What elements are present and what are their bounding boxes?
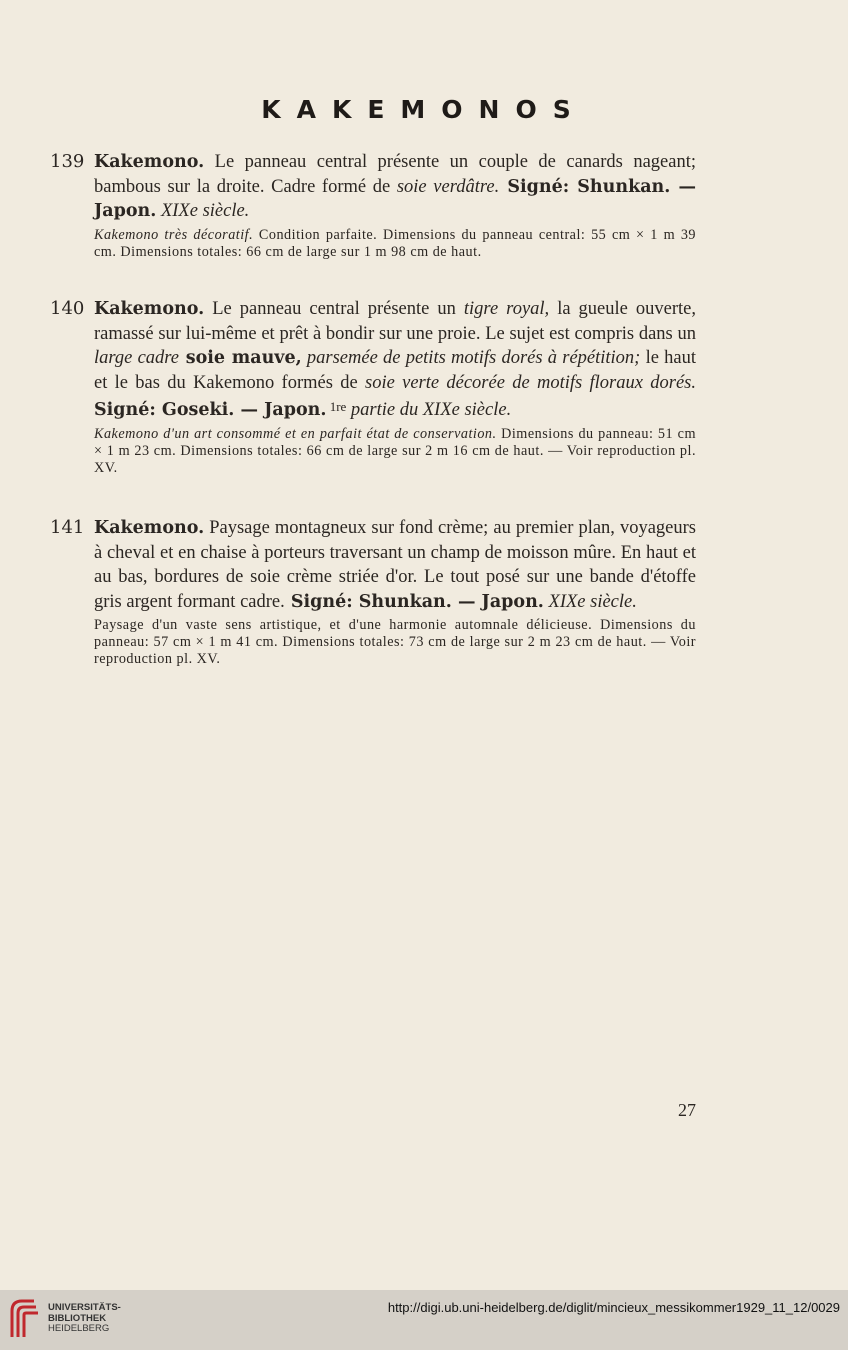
entry-text: la gueule ouverte, ramassé sur lui-même et prêt à bondir sur une proie. Le sujet est compris dans un	[94, 299, 696, 344]
entry-title: Kakemono.	[94, 518, 205, 538]
entry-description	[94, 297, 696, 423]
entry-number: 140	[50, 298, 85, 319]
catalog-entry-140	[50, 297, 696, 477]
entry-signature: Signé: Shunkan. — Japon.	[284, 591, 544, 612]
footer-bar	[0, 1290, 848, 1350]
entry-text: Le panneau central présente un	[204, 299, 464, 319]
library-line: BIBLIOTHEK	[48, 1312, 107, 1324]
entry-superscript: 1re	[326, 399, 347, 414]
library-logo-icon	[8, 1297, 42, 1346]
note-italic: Kakemono très décoratif.	[94, 226, 254, 243]
entry-note	[94, 227, 696, 261]
entry-signature: Signé: Shunkan. — Japon.	[94, 176, 696, 221]
note-italic: Kakemono d'un art consommé et en parfait état de conservation.	[94, 425, 497, 442]
entry-text: Le panneau central présente un couple de canards nageant; bambous sur la droite. Cadre formé de	[94, 152, 696, 197]
entry-text: le haut et le bas du Kakemono formés de	[94, 348, 696, 393]
entry-century: XIXe siècle.	[156, 201, 250, 221]
entry-italic: soie verdâtre.	[396, 176, 500, 197]
note-text: Condition parfaite. Dimensions du panneau central: 55 cm × 1 m 39 cm. Dimensions totales: 66 cm de large sur 1 m 98 cm de haut.	[94, 226, 697, 260]
entry-title: Kakemono.	[94, 152, 205, 172]
entry-italic: parsemée de petits motifs dorés à répétition;	[301, 348, 641, 368]
entry-italic: large cadre	[94, 348, 180, 368]
entry-signature: Signé: Goseki. — Japon.	[94, 400, 327, 420]
source-url-link[interactable]: http://digi.ub.uni-heidelberg.de/diglit/mincieux_messikommer1929_11_12/0029	[387, 1300, 840, 1315]
entry-italic: tigre royal,	[463, 299, 550, 319]
entry-note: Paysage d'un vaste sens artistique, et d'une harmonie automnale délicieuse. Dimensions du panneau: 57 cm × 1 m 41 cm. Dimensions totales: 73 cm de large sur 2 m 23 cm de haut. — Voir reproduction pl. XV.	[94, 617, 696, 667]
catalog-entry-141	[50, 516, 696, 668]
entry-description	[94, 150, 696, 224]
entry-italic: soie verte décorée de motifs floraux dorés.	[365, 372, 697, 393]
page-heading: KAKEMONOS	[261, 95, 587, 124]
page-number: 27	[678, 1100, 696, 1120]
entry-description	[94, 516, 696, 614]
entry-number: 139	[50, 151, 85, 172]
entry-number: 141	[50, 517, 85, 538]
catalog-entry-139	[50, 150, 696, 261]
entry-text: Paysage montagneux sur fond crème; au premier plan, voyageurs à cheval et en chaise à porteurs traversant un champ de moisson mûre. En haut et au bas, bordures de soie crème striée d'or. Le tout posé sur une bande d'étoffe gris argent formant cadre.	[94, 518, 696, 612]
library-line: UNIVERSITÄTS-	[48, 1302, 121, 1313]
note-text: Dimensions du panneau: 51 cm × 1 m 23 cm. Dimensions totales: 66 cm de large sur 2 m 16 cm de haut. — Voir reproduction pl. XV.	[94, 425, 696, 476]
entry-century: partie du XIXe siècle.	[346, 400, 512, 420]
library-name	[48, 1303, 121, 1335]
entry-century: XIXe siècle.	[543, 591, 637, 612]
entry-note	[94, 426, 696, 477]
library-line: HEIDELBERG	[48, 1323, 110, 1334]
entry-bold: soie mauve,	[179, 348, 302, 368]
entry-title: Kakemono.	[94, 299, 205, 319]
